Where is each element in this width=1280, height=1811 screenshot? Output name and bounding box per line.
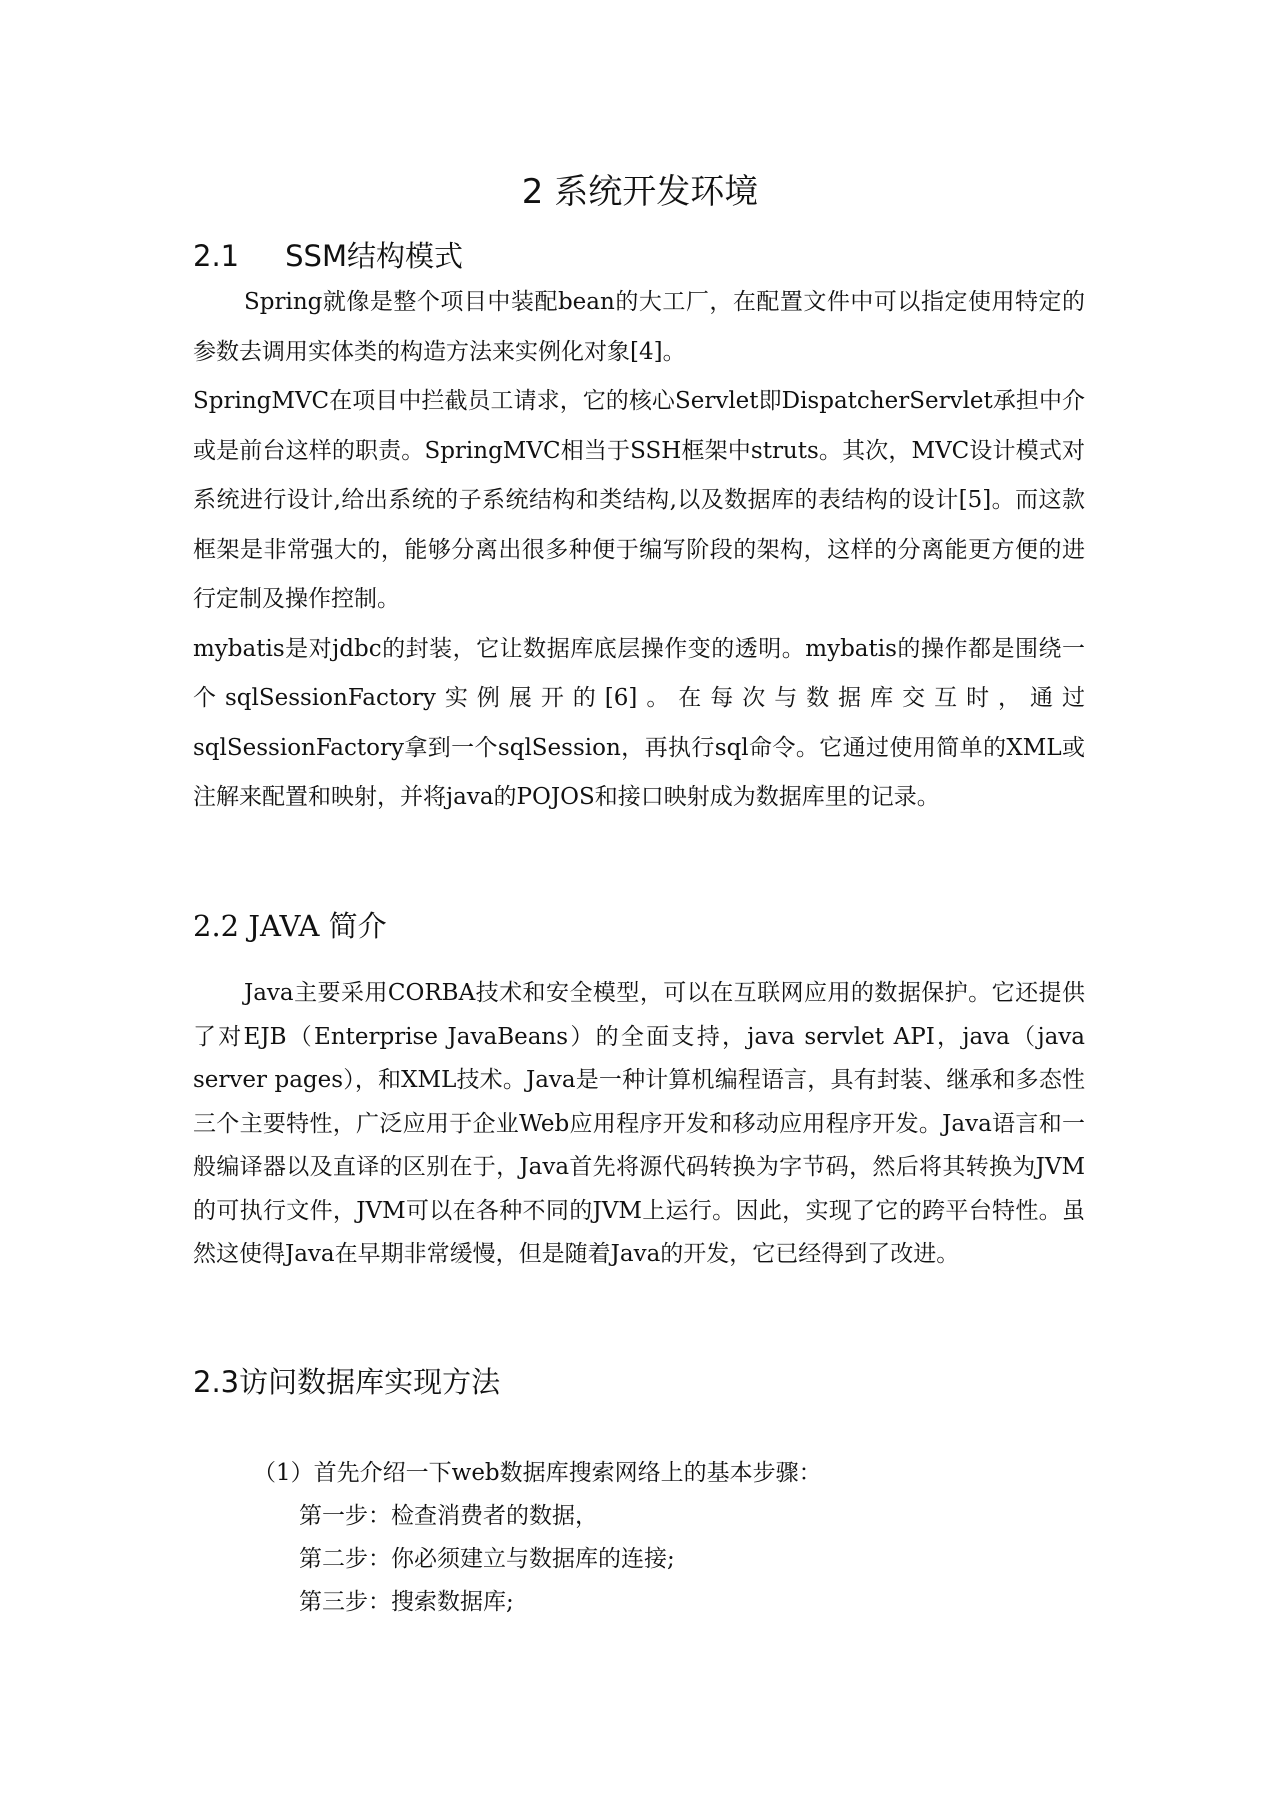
paragraph-spring: Spring就像是整个项目中装配bean的大工厂，在配置文件中可以指定使用特定的参数去调用实体类的构造方法来实例化对象[4]。 — [193, 289, 1085, 365]
steps-intro: （1）首先介绍一下web数据库搜索网络上的基本步骤： — [253, 1460, 822, 1486]
step-item: 第二步：你必须建立与数据库的连接; — [299, 1546, 675, 1572]
section-title: 访问数据库实现方法 — [239, 1365, 501, 1399]
section-body-2-2 — [193, 972, 1085, 1277]
paragraph-java: Java主要采用CORBA技术和安全模型，可以在互联网应用的数据保护。它还提供了对EJB（Enterprise JavaBeans）的全面支持，java servlet API，java（java server pages），和XML技术。Java是一种计算机编程语言，具有封装、继承和多态性三个主要特性，广泛应用于企业Web应用程序开发和移动应用程序开发。Java语言和一般编译器以及直译的区别在于，Java首先将源代码转换为字节码，然后将其转换为JVM的可执行文件，JVM可以在各种不同的JVM上运行。因此，实现了它的跨平台特性。虽然这使得Java在早期非常缓慢，但是随着Java的开发，它已经得到了改进。 — [193, 980, 1085, 1267]
section-title: SSM结构模式 — [285, 239, 463, 273]
step-item: 第三步：搜索数据库; — [299, 1589, 514, 1615]
chapter-title: 2 系统开发环境 — [521, 172, 759, 212]
section-number: 2.1 — [193, 239, 240, 273]
step-item: 第一步：检查消费者的数据， — [299, 1503, 598, 1529]
section-number: 2.3 — [193, 1365, 240, 1399]
section-body-2-1 — [193, 278, 1085, 823]
section-heading-2-2 — [193, 906, 387, 946]
paragraph-springmvc: SpringMVC在项目中拦截员工请求，它的核心Servlet即DispatcherServlet承担中介或是前台这样的职责。SpringMVC相当于SSH框架中struts。其次，MVC设计模式对系统进行设计,给出系统的子系统结构和类结构,以及数据库的表结构的设计[5]。而这款框架是非常强大的，能够分离出很多种便于编写阶段的架构，这样的分离能更方便的进行定制及操作控制。 — [193, 388, 1085, 612]
paragraph-mybatis: mybatis是对jdbc的封装，它让数据库底层操作变的透明。mybatis的操作都是围绕一个sqlSessionFactory实例展开的[6]。在每次与数据库交互时，通过sqlSessionFactory拿到一个sqlSession，再执行sql命令。它通过使用简单的XML或注解来配置和映射，并将java的POJOS和接口映射成为数据库里的记录。 — [193, 635, 1085, 810]
section-heading-2-3 — [193, 1362, 500, 1402]
section-body-2-3 — [253, 1452, 1085, 1624]
section-title: JAVA 简介 — [248, 909, 387, 943]
section-heading-2-1 — [193, 236, 463, 276]
section-number: 2.2 — [193, 909, 240, 943]
